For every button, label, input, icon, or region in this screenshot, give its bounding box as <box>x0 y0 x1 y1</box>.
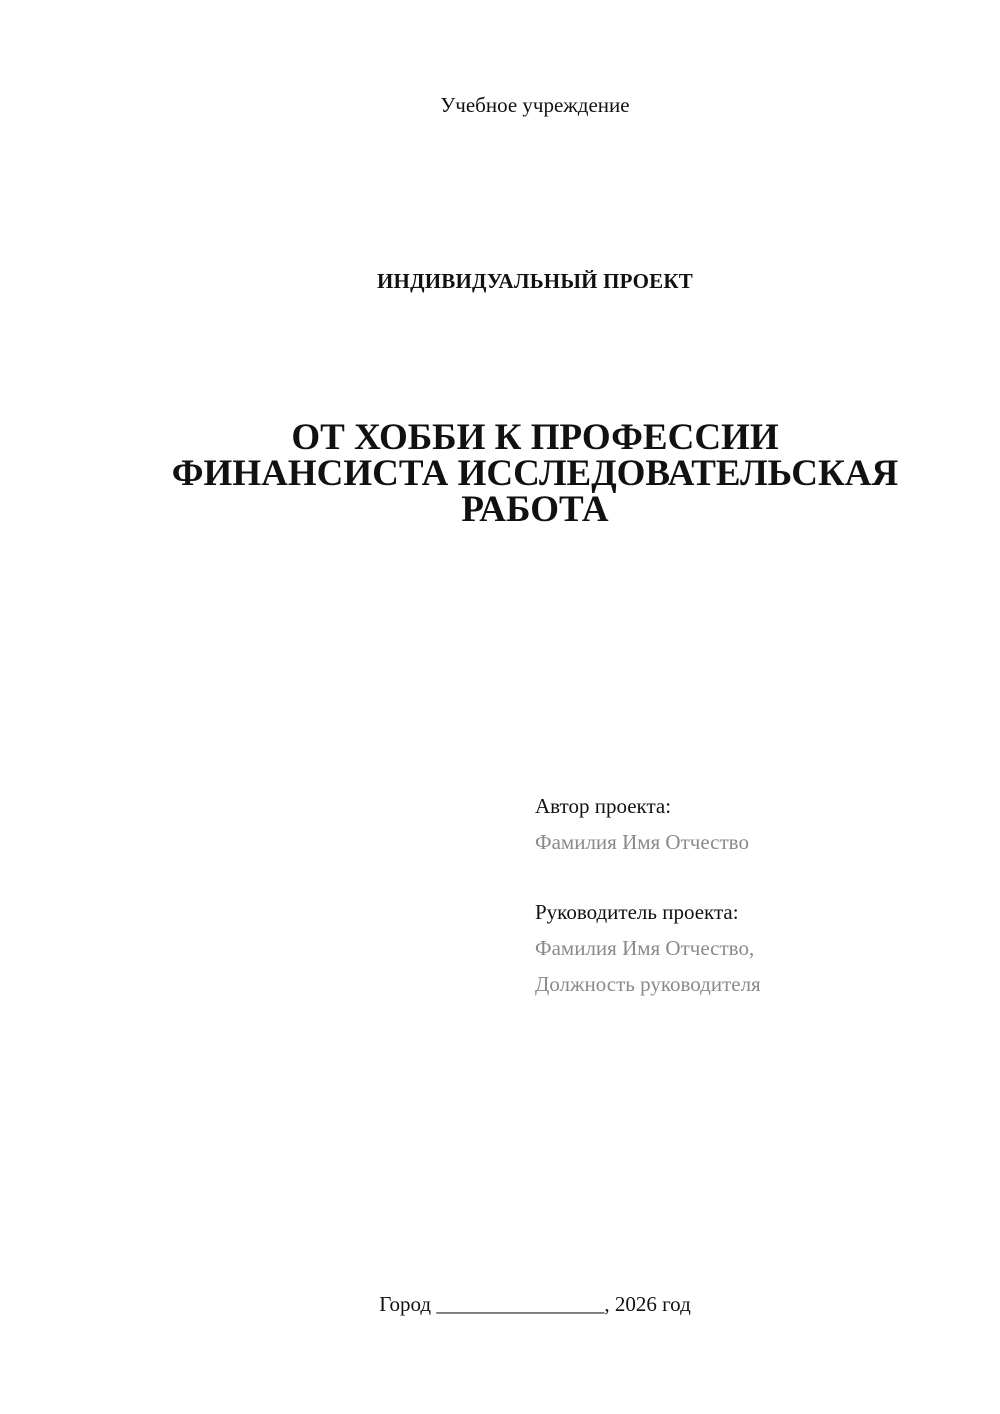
project-title-line-3: РАБОТА <box>461 489 609 530</box>
document-type: ИНДИВИДУАЛЬНЫЙ ПРОЕКТ <box>377 269 693 293</box>
supervisor-label: Руководитель проекта: <box>535 900 739 924</box>
institution-name: Учебное учреждение <box>440 93 630 117</box>
project-title-line-2: ФИНАНСИСТА ИССЛЕДОВАТЕЛЬСКАЯ <box>171 453 899 494</box>
author-label: Автор проекта: <box>535 794 672 818</box>
project-credits <box>535 788 975 1002</box>
city-year-line: Город ________________, 2026 год <box>379 1292 691 1316</box>
author-name: Фамилия Имя Отчество <box>535 830 749 854</box>
project-title-line-1: ОТ ХОББИ К ПРОФЕССИИ <box>291 417 779 458</box>
supervisor-position: Должность руководителя <box>535 972 761 996</box>
supervisor-name: Фамилия Имя Отчество, <box>535 936 755 960</box>
credits-spacer <box>535 860 975 894</box>
project-title <box>80 417 990 530</box>
